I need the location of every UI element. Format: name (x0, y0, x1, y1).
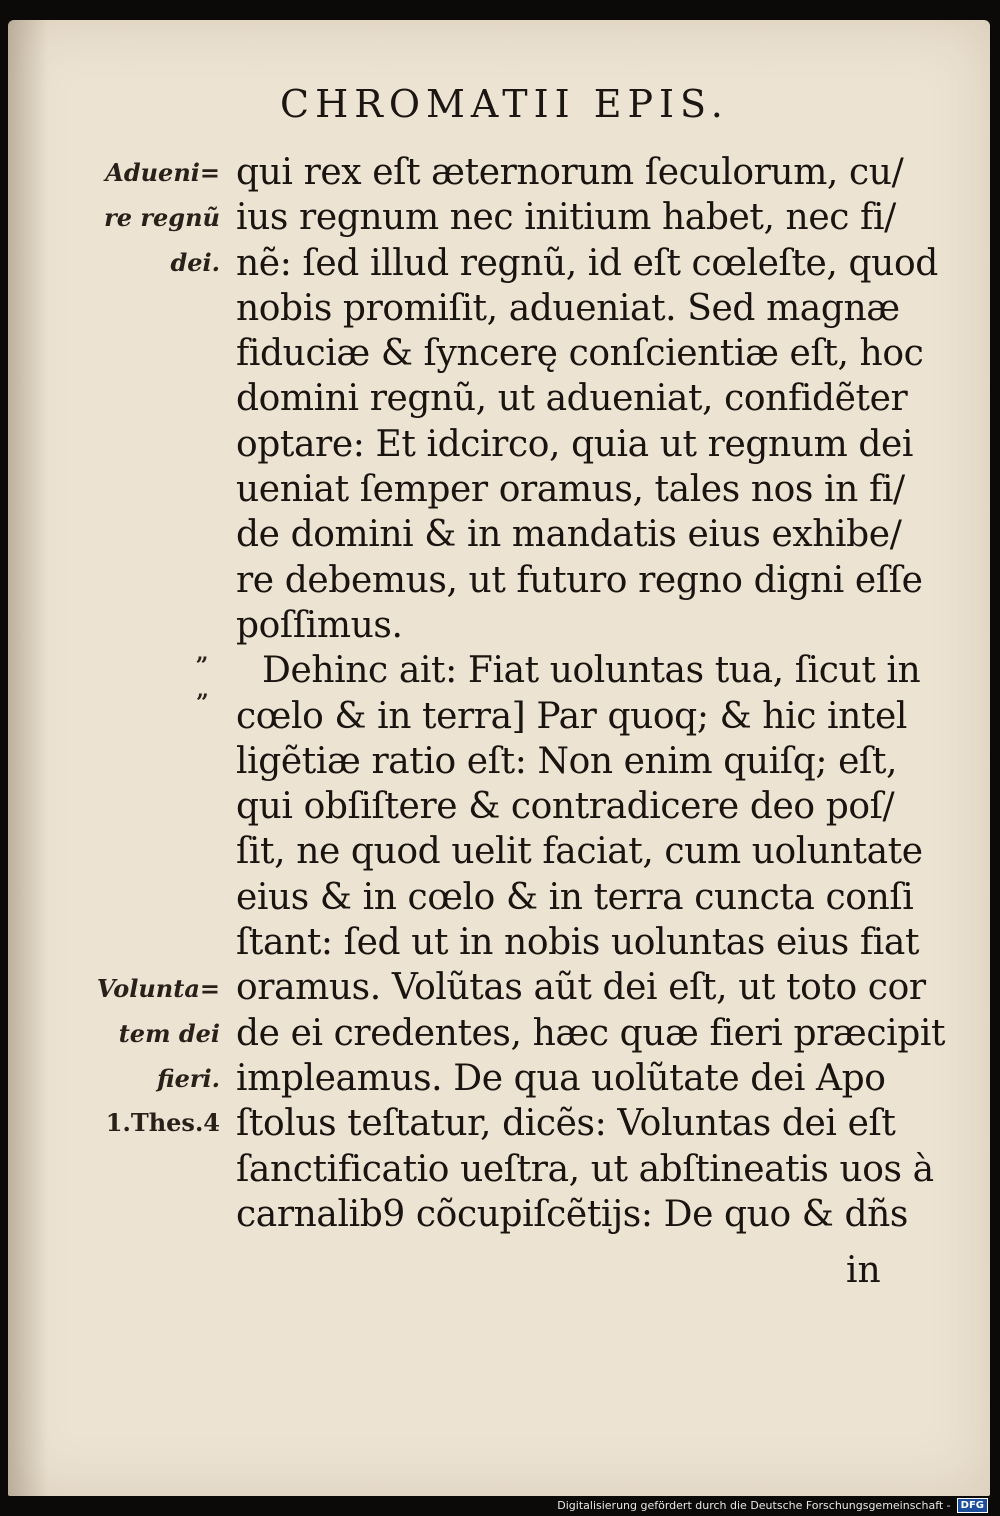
margin-note-line: Adueni= (105, 158, 220, 187)
margin-note-thessalonians: 1.Thes.4 (105, 1108, 220, 1137)
text-line: poſſimus. (236, 604, 403, 646)
text-line: re debemus, ut futuro regno digni eſſe (236, 559, 923, 601)
text-line: ſanctificatio ueſtra, ut abſtineatis uos à (236, 1148, 934, 1190)
text-line: ſtolus teſtatur, dicẽs: Voluntas dei eſt (236, 1103, 896, 1145)
body-text (236, 150, 946, 1237)
text-line: qui rex eſt æternorum ſeculorum, cu/ (236, 152, 904, 193)
text-line: nobis promiſit, adueniat. Sed magnæ (236, 287, 900, 329)
text-line: ligẽtiæ ratio eſt: Non enim quiſq; eſt, (236, 740, 898, 782)
quote-mark-open: „ (196, 640, 209, 666)
text-line: de ei credentes, hæc quæ fieri præcipit (236, 1012, 946, 1054)
running-head: CHROMATII EPIS. (280, 82, 729, 126)
margin-note-line: dei. (170, 248, 220, 277)
text-line: qui obſiſtere & contradicere deo poſ/ (236, 786, 895, 828)
text-line: de domini & in mandatis eius exhibe/ (236, 514, 902, 556)
gutter-shadow (8, 20, 48, 1496)
text-line: oramus. Volũtas aũt dei eſt, ut toto cor (236, 967, 926, 1009)
text-line: ius regnum nec initium habet, nec fi/ (236, 197, 896, 239)
margin-note-aduenire (104, 150, 220, 285)
text-line: eius & in cœlo & in terra cuncta conſi (236, 876, 914, 918)
text-line: Dehinc ait: Fiat uoluntas tua, ſicut in (262, 650, 921, 692)
margin-note-line: tem dei (118, 1019, 220, 1048)
quote-mark-close: ” (196, 690, 209, 716)
margin-note-line: Volunta= (96, 974, 220, 1003)
margin-note-line: re regnũ (104, 203, 220, 232)
text-line: domini regnũ, ut adueniat, confidẽter (236, 378, 908, 420)
catchword: in (846, 1250, 881, 1291)
text-line: nẽ: ſed illud regnũ, id eſt cœleſte, quod (236, 242, 938, 284)
dfg-footer (557, 1496, 988, 1514)
text-line: fiduciæ & ſyncerę conſcientiæ eſt, hoc (236, 333, 924, 375)
footer-text: Digitalisierung gefördert durch die Deutsche Forschungsgemeinschaft - (557, 1498, 951, 1512)
text-line: ſtant: ſed ut in nobis uoluntas eius fiat (236, 922, 920, 964)
text-line: carnalib9 cõcupiſcẽtijs: De quo & dñs (236, 1193, 908, 1235)
text-line: optare: Et idcirco, quia ut regnum dei (236, 423, 914, 465)
text-line: ſit, ne quod uelit faciat, cum uoluntate (236, 831, 923, 873)
margin-note-voluntatem (97, 966, 220, 1101)
text-line: impleamus. De qua uolũtate dei Apo (236, 1057, 886, 1099)
text-line: cœlo & in terra] Par quoq; & hic intel (236, 695, 907, 737)
text-line: ueniat ſemper oramus, tales nos in fi/ (236, 469, 905, 511)
margin-note-line: fieri. (157, 1064, 220, 1093)
dfg-logo-icon[interactable]: DFG (957, 1498, 988, 1513)
